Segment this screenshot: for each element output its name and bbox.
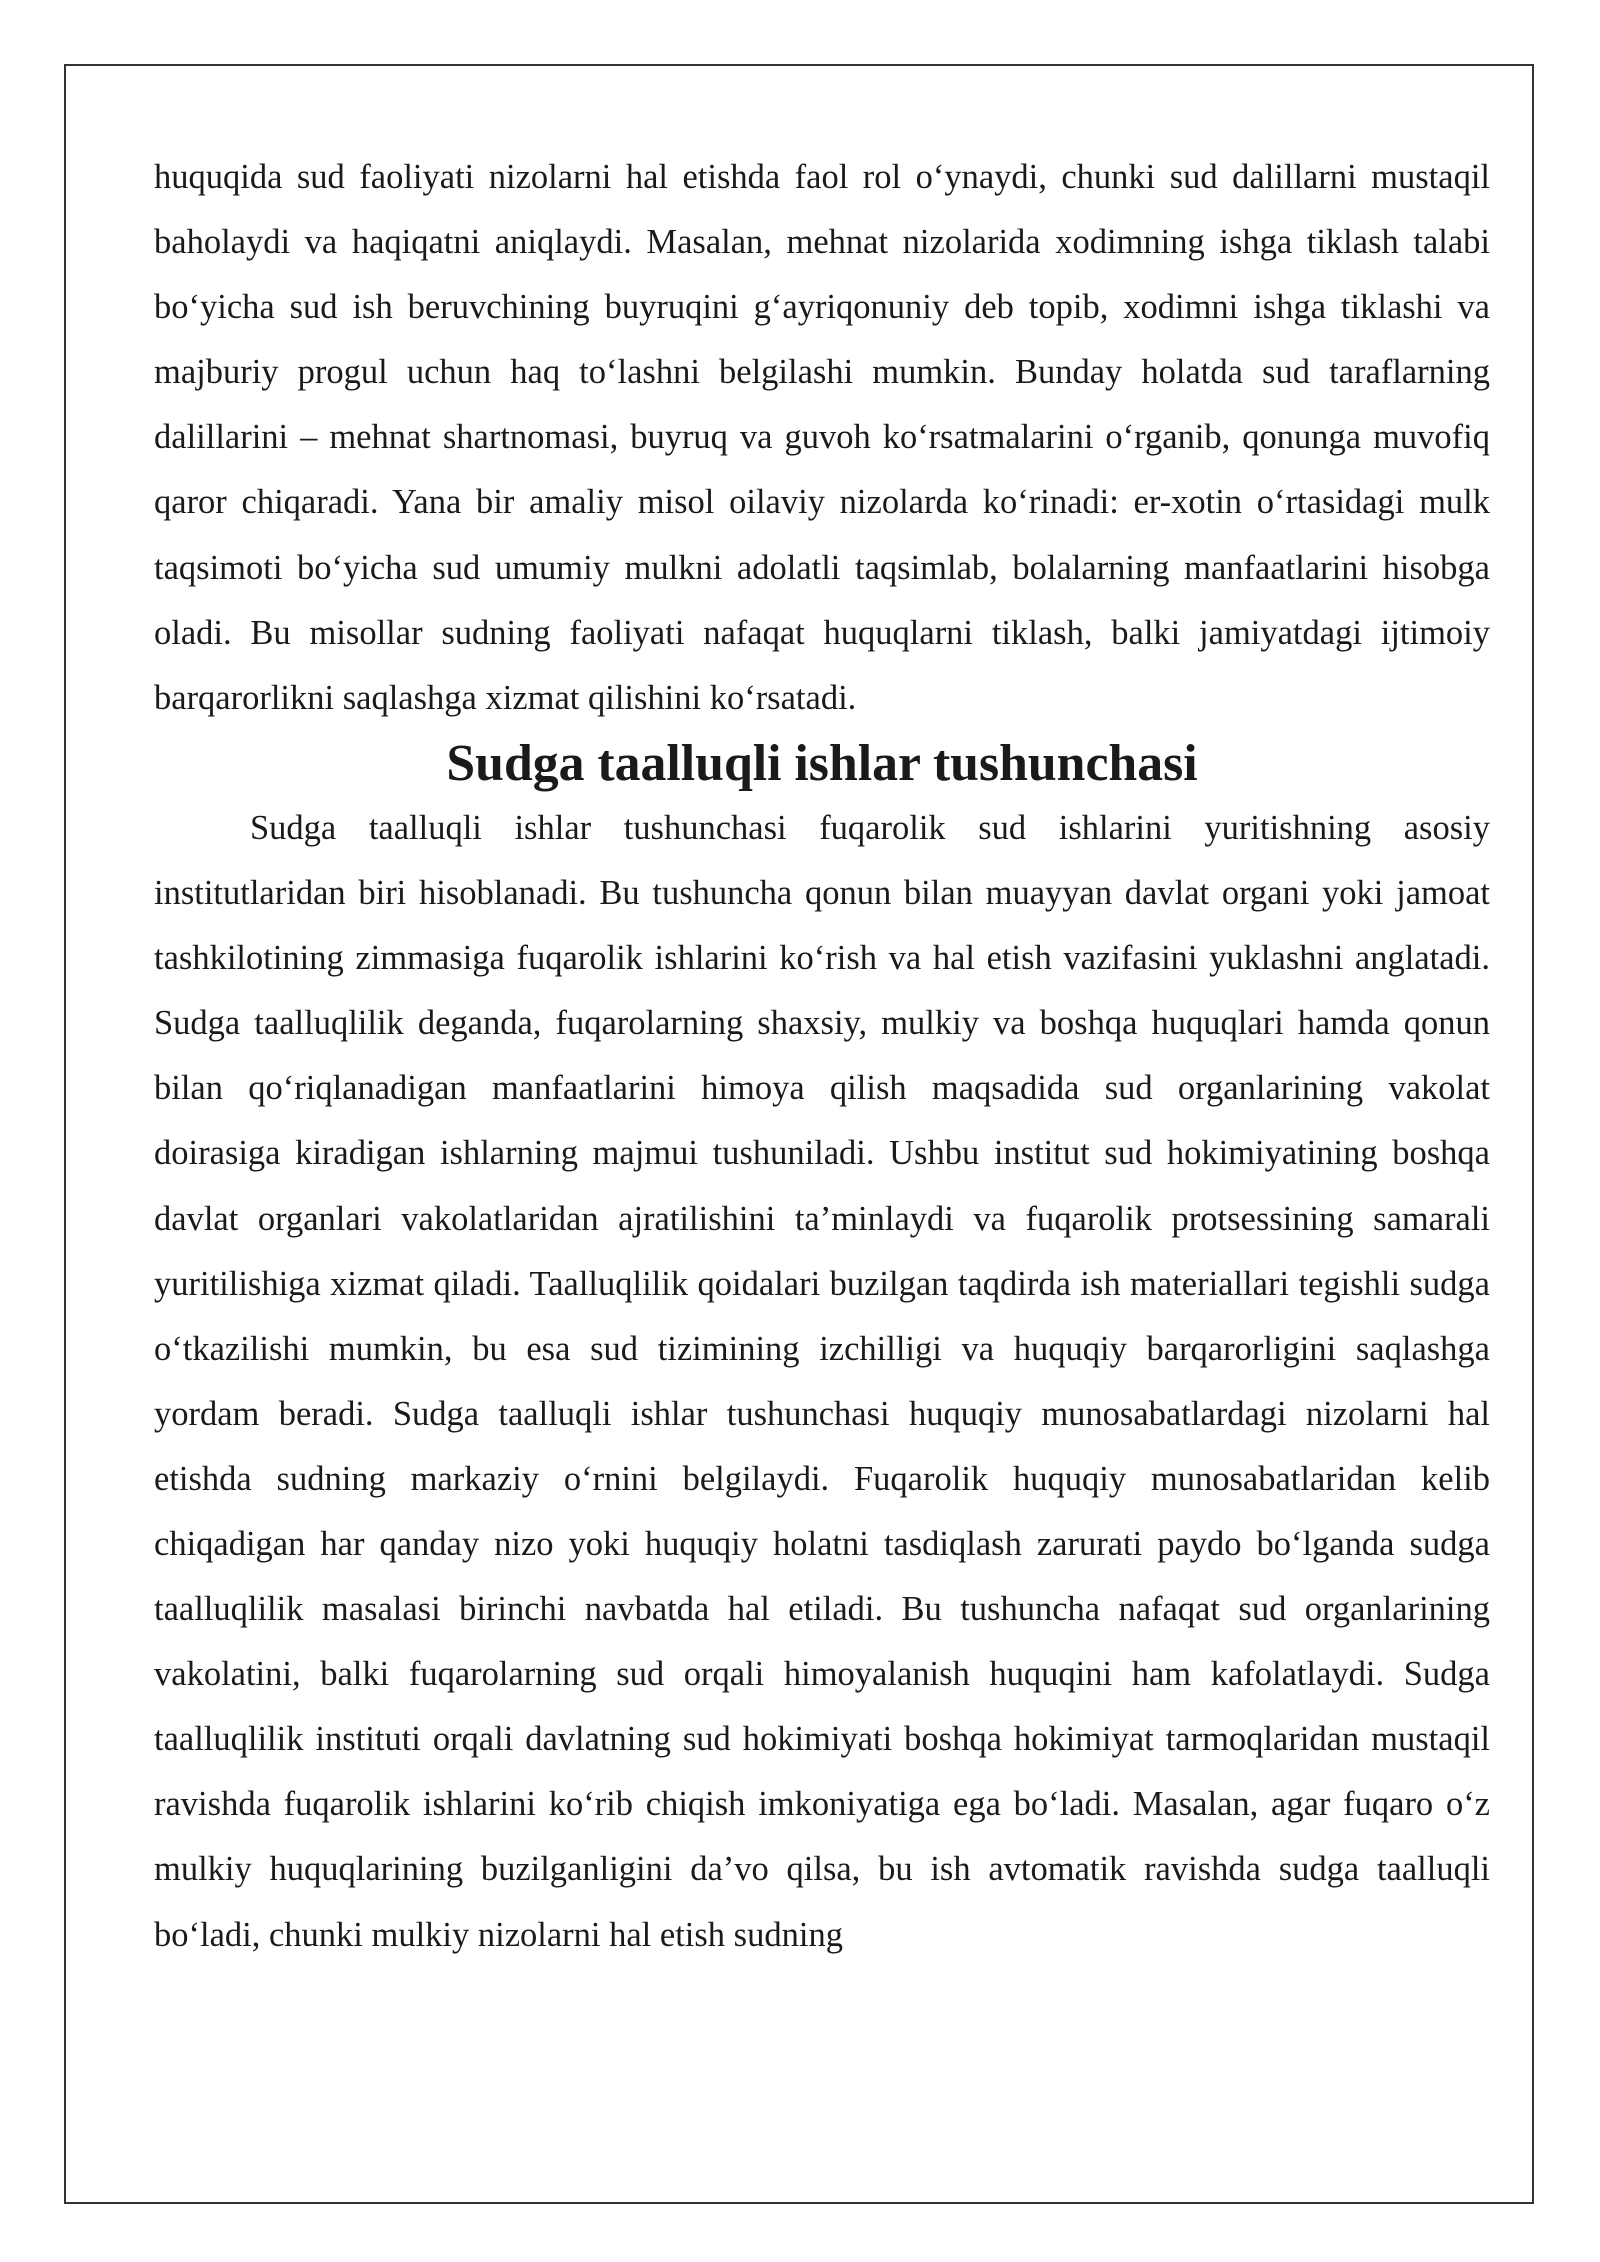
section-heading: Sudga taalluqli ishlar tushunchasi [446, 734, 1198, 792]
continued-paragraph: huquqida sud faoliyati nizolarni hal etishda faol rol o‘ynaydi, chunki sud dalillarni mustaqil baholaydi va haqiqatni aniqlaydi. Masalan, mehnat nizolarida xodimning ishga tiklash talabi bo‘yicha sud ish beruvchining buyruqini g‘ayriqonuniy deb topib, xodimni ishga tiklashi va majburiy progul uchun haq to‘lashni belgilashi mumkin. Bunday holatda sud taraflarning dalillarini – mehnat shartnomasi, buyruq va guvoh ko‘rsatmalarini o‘rganib, qonunga muvofiq qaror chiqaradi. Yana bir amaliy misol oilaviy nizolarda ko‘rinadi: er-xotin o‘rtasidagi mulk taqsimoti bo‘yicha sud umumiy mulkni adolatli taqsimlab, bolalarning manfaatlarini hisobga oladi. Bu misollar sudning faoliyati nafaqat huquqlarni tiklash, balki jamiyatdagi ijtimoiy barqarorlikni saqlashga xizmat qilishini ko‘rsatadi. [154, 158, 1490, 717]
section-paragraph: Sudga taalluqli ishlar tushunchasi fuqarolik sud ishlarini yuritishning asosiy institutlaridan biri hisoblanadi. Bu tushuncha qonun bilan muayyan davlat organi yoki jamoat tashkilotining zimmasiga fuqarolik ishlarini ko‘rish va hal etish vazifasini yuklashni anglatadi. Sudga taalluqlilik deganda, fuqarolarning shaxsiy, mulkiy va boshqa huquqlari hamda qonun bilan qo‘riqlanadigan manfaatlarini himoya qilish maqsadida sud organlarining vakolat doirasiga kiradigan ishlarning majmui tushuniladi. Ushbu institut sud hokimiyatining boshqa davlat organlari vakolatlaridan ajratilishini ta’minlaydi va fuqarolik protsessining samarali yuritilishiga xizmat qiladi. Taalluqlilik qoidalari buzilgan taqdirda ish materiallari tegishli sudga o‘tkazilishi mumkin, bu esa sud tizimining izchilligi va huquqiy barqarorligini saqlashga yordam beradi. Sudga taalluqli ishlar tushunchasi huquqiy munosabatlardagi nizolarni hal etishda sudning markaziy o‘rnini belgilaydi. Fuqarolik huquqiy munosabatlaridan kelib chiqadigan har qanday nizo yoki huquqiy holatni tasdiqlash zarurati paydo bo‘lganda sudga taalluqlilik masalasi birinchi navbatda hal etiladi. Bu tushuncha nafaqat sud organlarining vakolatini, balki fuqarolarning sud orqali himoyalanish huquqini ham kafolatlaydi. Sudga taalluqlilik instituti orqali davlatning sud hokimiyati boshqa hokimiyat tarmoqlaridan mustaqil ravishda fuqarolik ishlarini ko‘rib chiqish imkoniyatiga ega bo‘ladi. Masalan, agar fuqaro o‘z mulkiy huquqlarining buzilganligini da’vo qilsa, bu ish avtomatik ravishda sudga taalluqli bo‘ladi, chunki mulkiy nizolarni hal etish sudning [154, 808, 1490, 1954]
document-body [154, 145, 1490, 1968]
